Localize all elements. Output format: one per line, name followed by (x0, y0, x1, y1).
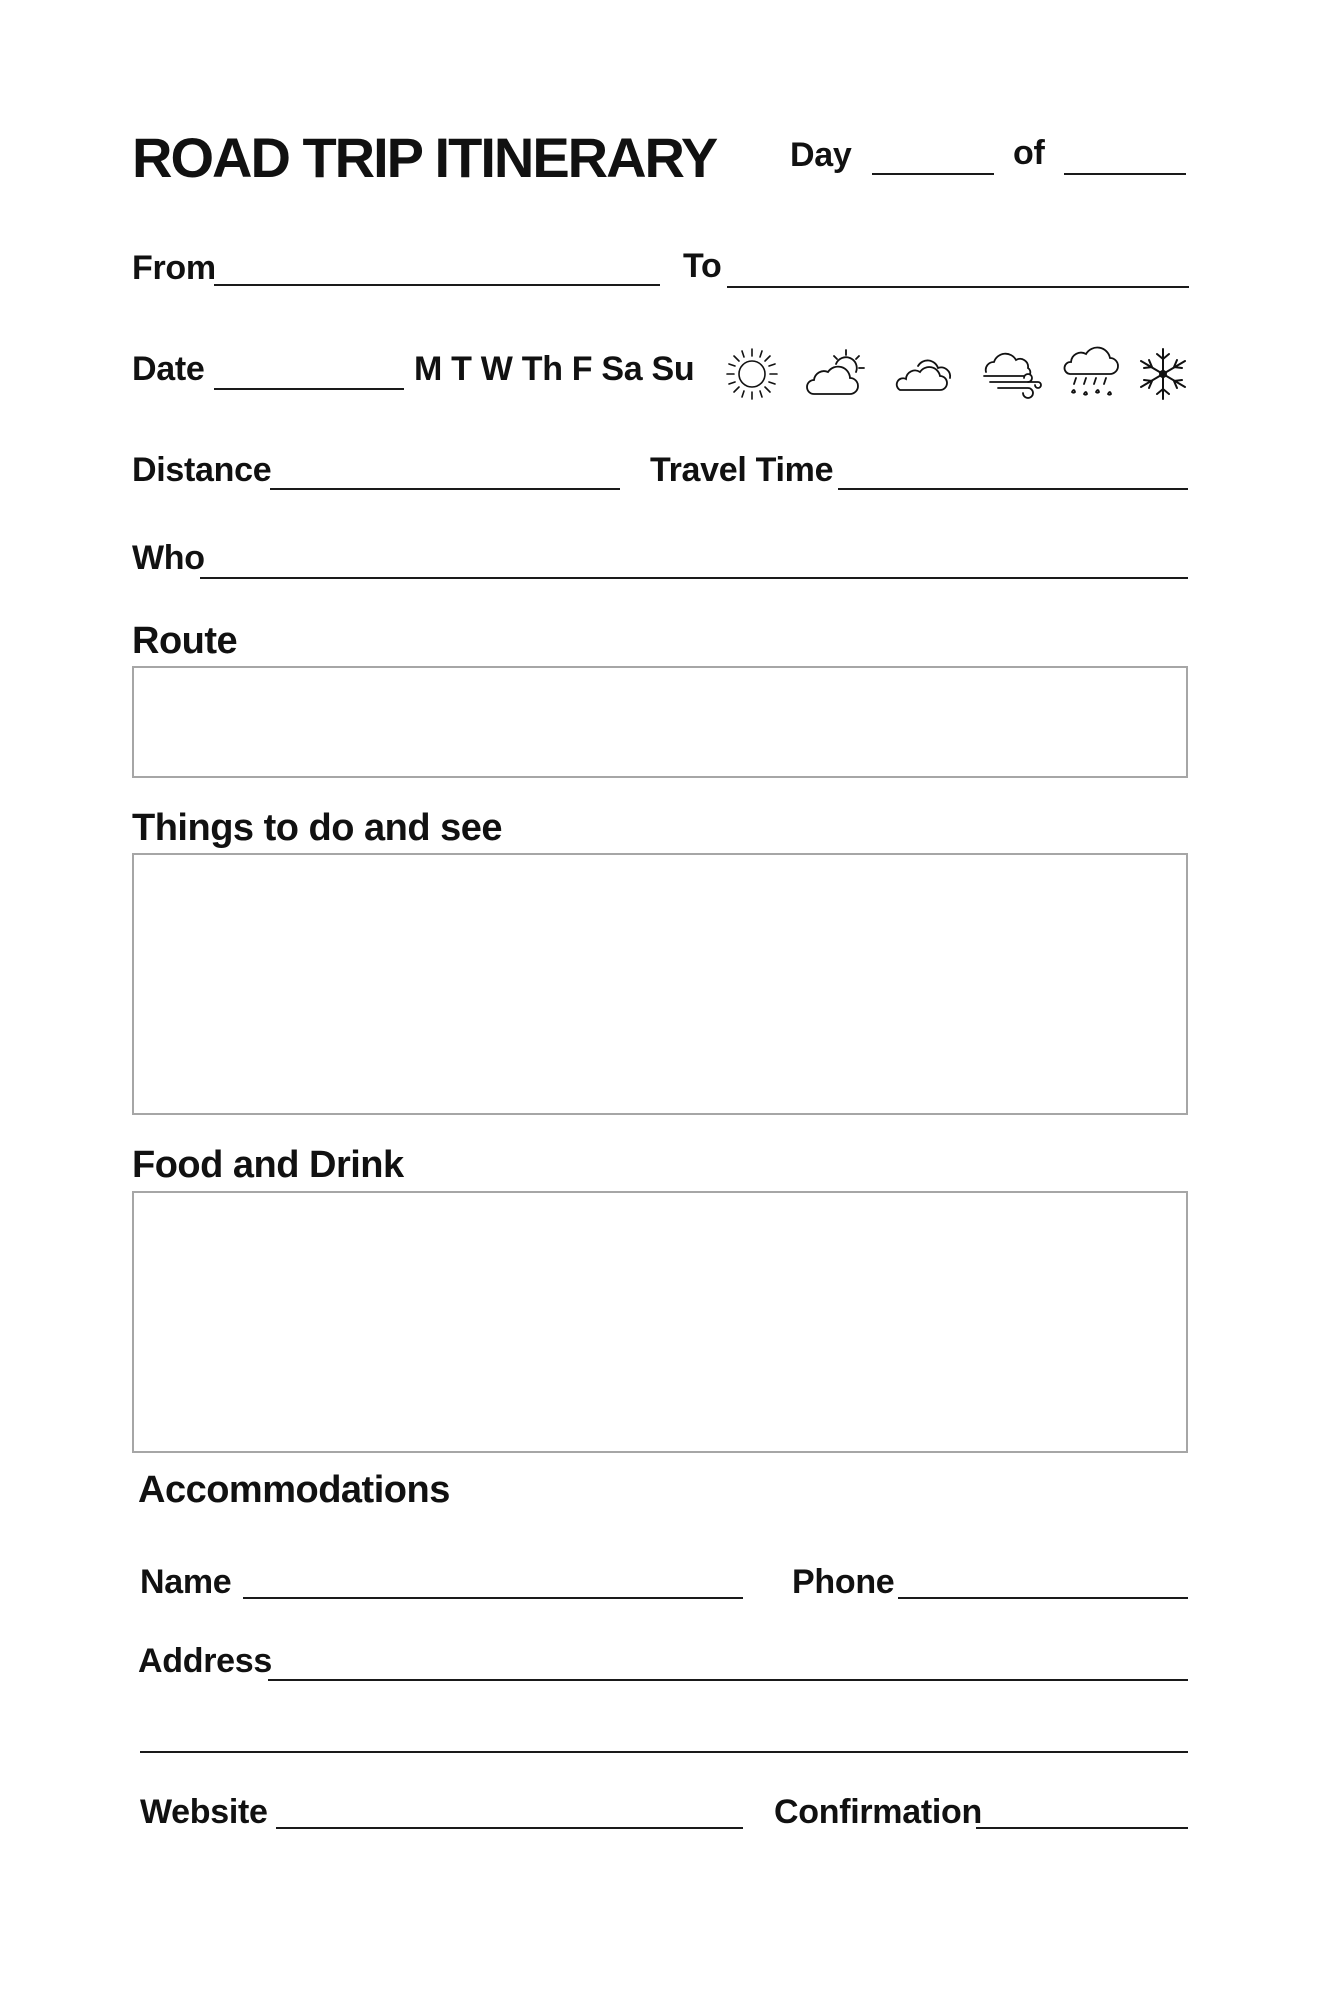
windy-icon[interactable] (980, 350, 1046, 400)
day-total-field[interactable] (1064, 173, 1186, 175)
from-field[interactable] (214, 284, 660, 286)
who-field[interactable] (200, 577, 1188, 579)
address-field[interactable] (268, 1679, 1188, 1681)
date-label: Date (132, 350, 205, 388)
cloudy-icon[interactable] (892, 354, 958, 396)
date-field[interactable] (214, 388, 404, 390)
name-label: Name (140, 1563, 232, 1601)
rain-icon[interactable] (1062, 344, 1120, 406)
sun-icon[interactable] (724, 346, 780, 402)
route-heading: Route (132, 620, 238, 662)
route-box[interactable] (132, 666, 1188, 778)
from-label: From (132, 249, 216, 287)
food-heading: Food and Drink (132, 1144, 404, 1186)
address-label: Address (138, 1642, 272, 1680)
day-label: Day (790, 136, 852, 174)
accommodations-heading: Accommodations (138, 1469, 450, 1511)
weekday-options[interactable]: M T W Th F Sa Su (414, 350, 695, 388)
travel-time-label: Travel Time (650, 451, 834, 489)
phone-label: Phone (792, 1563, 895, 1601)
things-box[interactable] (132, 853, 1188, 1115)
distance-field[interactable] (270, 488, 620, 490)
confirmation-label: Confirmation (774, 1793, 982, 1831)
confirmation-field[interactable] (976, 1827, 1188, 1829)
name-field[interactable] (243, 1597, 743, 1599)
distance-label: Distance (132, 451, 272, 489)
travel-time-field[interactable] (838, 488, 1188, 490)
food-box[interactable] (132, 1191, 1188, 1453)
phone-field[interactable] (898, 1597, 1188, 1599)
website-label: Website (140, 1793, 268, 1831)
snowflake-icon[interactable] (1136, 346, 1190, 402)
partly-cloudy-icon[interactable] (804, 346, 868, 402)
to-field[interactable] (727, 286, 1189, 288)
of-label: of (1013, 134, 1045, 172)
website-field[interactable] (276, 1827, 743, 1829)
page-title: ROAD TRIP ITINERARY (132, 126, 717, 189)
who-label: Who (132, 539, 205, 577)
things-heading: Things to do and see (132, 807, 503, 849)
address-field-line-2[interactable] (140, 1751, 1188, 1753)
to-label: To (683, 247, 722, 285)
day-number-field[interactable] (872, 173, 994, 175)
